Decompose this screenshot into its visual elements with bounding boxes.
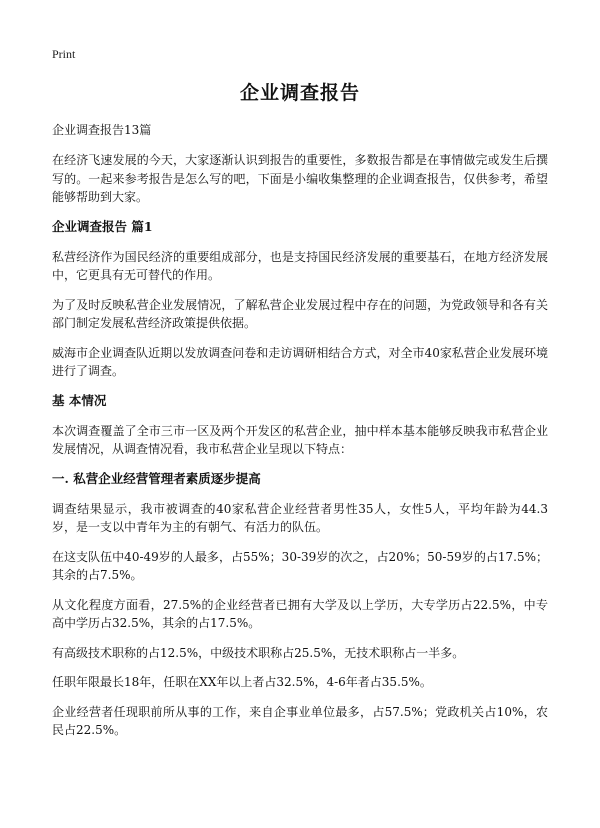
document-subtitle: 企业调查报告13篇 [52, 123, 152, 137]
section-3-paragraph: 企业经营者任现职前所从事的工作，来自企事业单位最多，占57.5%；党政机关占10%，农民占22.5%。 [52, 704, 548, 737]
section-3-paragraph: 任职年限最长18年，任职在XX年以上者占32.5%，4-6年者占35.5%。 [52, 675, 432, 689]
section-heading-manager-quality: 一. 私营企业经营管理者素质逐步提高 [52, 470, 261, 486]
section-1-paragraph: 威海市企业调查队近期以发放调查问卷和走访调研相结合方式，对全市40家私营企业发展环境进行了调查。 [52, 345, 548, 378]
section-3-paragraph: 在这支队伍中40-49岁的人最多，占55%；30-39岁的次之，占20%；50-59岁的占17.5%；其余的占7.5%。 [52, 549, 548, 582]
section-3-paragraph: 调查结果显示，我市被调查的40家私营企业经营者男性35人，女性5人，平均年龄为44.3岁，是一支以中青年为主的有朝气、有活力的队伍。 [52, 501, 548, 534]
intro-paragraph: 在经济飞速发展的今天，大家逐渐认识到报告的重要性，多数报告都是在事情做完或发生后撰写的。一起来参考报告是怎么写的吧，下面是小编收集整理的企业调查报告，仅供参考，希望能够帮助到大家。 [52, 153, 548, 204]
section-heading-basic-situation: 基 本情况 [52, 392, 107, 408]
section-1-paragraph: 为了及时反映私营企业发展情况，了解私营企业发展过程中存在的问题，为党政领导和各有关部门制定发展私营经济政策提供依据。 [52, 297, 548, 330]
section-1-paragraph: 私营经济作为国民经济的重要组成部分，也是支持国民经济发展的重要基石，在地方经济发展中，它更具有无可替代的作用。 [52, 249, 548, 282]
section-heading-1: 企业调查报告 篇1 [52, 218, 153, 234]
section-3-paragraph: 有高级技术职称的占12.5%，中级技术职称占25.5%，无技术职称占一半多。 [52, 645, 465, 660]
section-3-paragraph: 从文化程度方面看，27.5%的企业经营者已拥有大学及以上学历，大专学历占22.5%，中专高中学历占32.5%，其余的占17.5%。 [52, 597, 548, 630]
section-2-paragraph: 本次调查覆盖了全市三市一区及两个开发区的私营企业，抽中样本基本能够反映我市私营企业发展情况，从调查情况看，我市私营企业呈现以下特点： [52, 423, 548, 456]
print-link[interactable]: Print [52, 47, 76, 61]
document-title: 企业调查报告 [239, 82, 360, 104]
